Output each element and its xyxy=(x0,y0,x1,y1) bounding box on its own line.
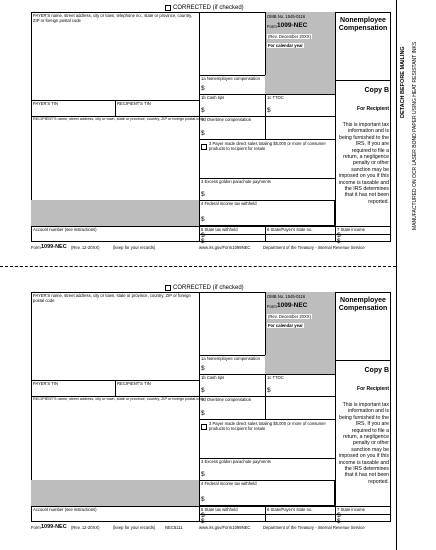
box-2-checkbox[interactable] xyxy=(201,144,207,150)
box-7-dollar-2[interactable]: $ xyxy=(337,518,341,525)
form-label: Form xyxy=(267,304,277,309)
box-1a-label: 1a Nonemployee compensation xyxy=(201,356,260,361)
divider xyxy=(199,514,391,515)
payer-name-label: PAYER'S name, street address, city or town, state or province, country, ZIP or foreign postal code xyxy=(33,293,191,303)
box-1d-label: 1d Overtime compensation xyxy=(201,117,252,122)
payer-name-field[interactable] xyxy=(33,304,197,378)
footer-revision: (Rev. 12-20XX) xyxy=(71,525,100,530)
payer-tin-label: PAYER'S TIN xyxy=(33,381,58,386)
divider xyxy=(115,100,116,116)
box-5-dollar-2[interactable]: $ xyxy=(201,518,205,525)
account-number-label: Account number (see instructions) xyxy=(33,227,97,232)
shaded-area xyxy=(31,480,199,506)
corrected-label: CORRECTED (if checked) xyxy=(173,5,244,11)
box-2-checkbox[interactable] xyxy=(201,424,207,430)
box-4-dollar[interactable]: $ xyxy=(201,496,205,503)
box-1b-label: 1b Cash tips xyxy=(201,375,225,380)
omb-number: OMB No. 1545-0116 xyxy=(267,294,306,299)
form-footer xyxy=(31,244,391,252)
box-7-dollar[interactable]: $ xyxy=(337,512,341,519)
box-4-dollar[interactable]: $ xyxy=(201,216,205,223)
for-recipient-label: For Recipient xyxy=(357,106,389,112)
box-7-dollar-2[interactable]: $ xyxy=(337,238,341,245)
corrected-checkbox[interactable] xyxy=(165,285,171,291)
divider xyxy=(199,419,335,420)
divider xyxy=(335,360,391,361)
detach-notice: DETACH BEFORE MAILING xyxy=(400,46,406,118)
box-1c-dollar[interactable]: $ xyxy=(267,107,271,114)
box-1b-dollar[interactable]: $ xyxy=(201,107,205,114)
shaded-area xyxy=(265,355,335,374)
account-number-label: Account number (see instructions) xyxy=(33,507,97,512)
important-notice: This is important tax information and is being furnished to the IRS. If you are required to file a return, a negligence penalty or other sanction may be imposed on you if this income is taxable and the IRS determines that it has not been reported. xyxy=(338,402,389,485)
footer-url[interactable]: www.irs.gov/Form1099NEC xyxy=(199,245,251,250)
corrected-label: CORRECTED (if checked) xyxy=(173,285,244,291)
divider xyxy=(335,292,336,514)
box-7-label: 7 State income xyxy=(337,507,365,512)
divider xyxy=(265,396,266,419)
box-1c-label: 1c TTOC xyxy=(267,375,284,380)
footer-department: Department of the Treasury - Internal Revenue Service xyxy=(263,245,365,250)
box-1a-dollar[interactable]: $ xyxy=(201,365,205,372)
form-title-line2: Compensation xyxy=(338,25,388,32)
box-2-label: 2 Payer made direct sales totaling $5,000 or more of consumer products to recipient for resale xyxy=(209,421,326,431)
payer-tin-label: PAYER'S TIN xyxy=(33,101,58,106)
divider xyxy=(265,374,266,396)
divider xyxy=(265,94,266,116)
box-1b-dollar[interactable]: $ xyxy=(201,387,205,394)
calendar-year-label: For calendar year xyxy=(268,323,303,328)
footer-form-number: 1099-NEC xyxy=(41,524,67,530)
footer-keep-records: (keep for your records) xyxy=(113,245,156,250)
important-notice: This is important tax information and is being furnished to the IRS. If you are required to file a return, a negligence penalty or other sanction may be imposed on you if this income is taxable and the IRS determines that it has not been reported. xyxy=(338,122,389,205)
divider xyxy=(335,12,336,234)
recipient-name-label: RECIPIENT'S name, street address, city or town, state or province, country, ZIP or foreign postal code xyxy=(33,397,205,401)
calendar-year-label: For calendar year xyxy=(268,43,303,48)
box-4-label: 4 Federal income tax withheld xyxy=(201,201,257,206)
box-5-label: 5 State tax withheld xyxy=(201,227,238,232)
divider xyxy=(115,380,116,396)
box-1d-label: 1d Overtime compensation xyxy=(201,397,252,402)
recipient-tin-label: RECIPIENT'S TIN xyxy=(117,381,151,386)
recipient-tin-label: RECIPIENT'S TIN xyxy=(117,101,151,106)
box-5-dollar-2[interactable]: $ xyxy=(201,238,205,245)
shaded-area xyxy=(265,75,335,94)
footer-code: NEC5111 xyxy=(165,525,183,530)
box-1d-dollar[interactable]: $ xyxy=(201,130,205,137)
form-copy-top xyxy=(0,4,396,266)
payer-name-field[interactable] xyxy=(33,24,197,98)
form-copy-bottom xyxy=(0,284,396,546)
form-number: 1099-NEC xyxy=(277,22,308,29)
form-label: Form xyxy=(267,24,277,29)
omb-number: OMB No. 1545-0116 xyxy=(267,14,306,19)
form-title-line1: Nonemployee xyxy=(340,297,386,304)
footer-form-label: Form xyxy=(31,525,41,530)
box-5-dollar[interactable]: $ xyxy=(201,512,205,519)
box-7-dollar[interactable]: $ xyxy=(337,232,341,239)
box-1c-dollar[interactable]: $ xyxy=(267,387,271,394)
divider xyxy=(199,234,391,235)
footer-revision: (Rev. 12-20XX) xyxy=(71,245,100,250)
footer-form-label: Form xyxy=(31,245,41,250)
box-6-label: 6 State/Payer's state no. xyxy=(267,507,313,512)
for-recipient-label: For Recipient xyxy=(357,386,389,392)
box-1a-dollar[interactable]: $ xyxy=(201,85,205,92)
box-1a-label: 1a Nonemployee compensation xyxy=(201,76,260,81)
payer-name-label: PAYER'S name, street address, city or town, telephone no., state or province, country, ZIP or foreign postal code xyxy=(33,13,193,23)
form-title-line2: Compensation xyxy=(338,305,388,312)
shaded-area xyxy=(31,200,199,226)
box-1d-dollar[interactable]: $ xyxy=(201,410,205,417)
box-2-label: 2 Payer made direct sales totaling $5,000 or more of consumer products to recipient for resale xyxy=(209,141,326,151)
box-5-dollar[interactable]: $ xyxy=(201,232,205,239)
form-number: 1099-NEC xyxy=(277,302,308,309)
box-6-label: 6 State/Payer's state no. xyxy=(267,227,313,232)
footer-keep-records: (keep for your records) xyxy=(113,525,156,530)
form-title-line1: Nonemployee xyxy=(340,17,386,24)
footer-url[interactable]: www.irs.gov/Form1099NEC xyxy=(199,525,251,530)
copy-label: Copy B xyxy=(364,367,389,374)
footer-form-number: 1099-NEC xyxy=(41,244,67,250)
recipient-name-label: RECIPIENT'S name, street address, city or town, state or province, country, ZIP or foreign postal code xyxy=(33,117,205,121)
divider xyxy=(265,116,266,139)
box-5-label: 5 State tax withheld xyxy=(201,507,238,512)
box-3-label: 3 Excess golden parachute payments xyxy=(201,459,271,464)
box-3-label: 3 Excess golden parachute payments xyxy=(201,179,271,184)
divider xyxy=(199,139,335,140)
manufacture-notice: MANUFACTURED ON OCR LASER BOND PAPER USING HEAT RESISTANT INKS xyxy=(412,41,418,230)
revision-date: (Rev. December 20XX) xyxy=(268,34,311,39)
tear-line xyxy=(0,266,396,267)
form-footer xyxy=(31,524,391,532)
form-title xyxy=(335,17,391,33)
revision-date: (Rev. December 20XX) xyxy=(268,314,311,319)
box-3-dollar[interactable]: $ xyxy=(201,191,205,198)
box-1c-label: 1c TTOC xyxy=(267,95,284,100)
corrected-checkbox[interactable] xyxy=(165,5,171,11)
box-7-label: 7 State income xyxy=(337,227,365,232)
divider xyxy=(335,80,391,81)
box-1b-label: 1b Cash tips xyxy=(201,95,225,100)
box-3-dollar[interactable]: $ xyxy=(201,471,205,478)
form-title xyxy=(335,297,391,313)
copy-label: Copy B xyxy=(364,87,389,94)
box-4-label: 4 Federal income tax withheld xyxy=(201,481,257,486)
footer-department: Department of the Treasury - Internal Revenue Service xyxy=(263,525,365,530)
perforation-line xyxy=(396,0,397,550)
